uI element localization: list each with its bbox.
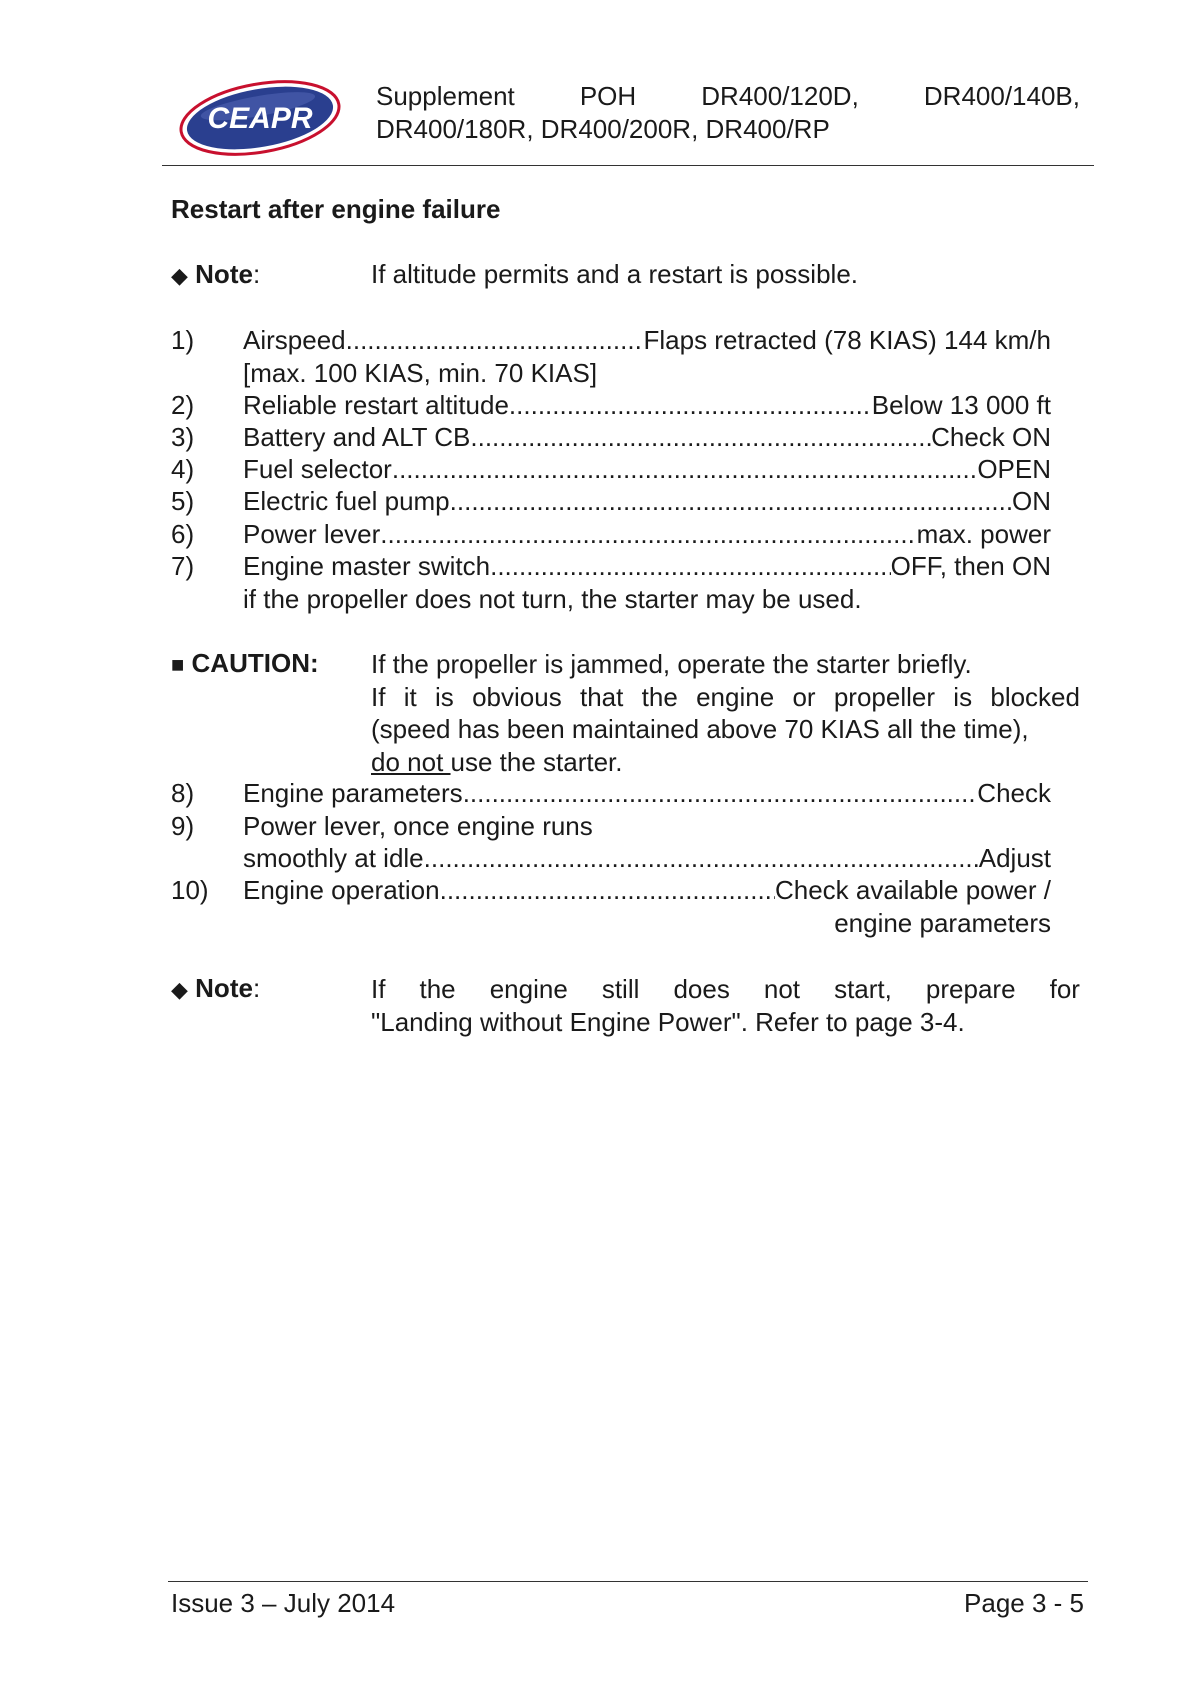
- header-divider: [162, 165, 1094, 166]
- note-label: Note: [195, 973, 253, 1003]
- note-2: ◆ Note:: [171, 973, 261, 1003]
- footer-divider: [168, 1581, 1088, 1582]
- section-title: Restart after engine failure: [171, 194, 501, 224]
- header-line-2: DR400/180R, DR400/200R, DR400/RP: [376, 114, 830, 144]
- note-2-text: If the engine still does not start, prepare for "Landing without Engine Power". Refer to page 3-4.: [371, 974, 1080, 1037]
- caution-label: CAUTION:: [191, 648, 319, 678]
- issue-date: Issue 3 – July 2014: [171, 1588, 396, 1618]
- note-1-text: If altitude permits and a restart is possible.: [371, 259, 859, 289]
- diamond-bullet-icon: ◆: [171, 977, 188, 1002]
- header-line-1: Supplement POH DR400/120D, DR400/140B,: [376, 81, 1080, 111]
- caution-block: [171, 648, 319, 679]
- square-bullet-icon: ■: [171, 652, 185, 677]
- checklist-step-1-detail: [max. 100 KIAS, min. 70 KIAS]: [243, 358, 598, 388]
- caution-text: If the propeller is jammed, operate the starter briefly. If it is obvious that the engine or propeller is blocked (speed has been maintained above 70 KIAS all the time), do not use the starter.: [371, 649, 1080, 777]
- document-header: [376, 80, 1080, 146]
- checklist-step-10-cont: engine parameters: [834, 908, 1051, 938]
- ceapr-logo: [176, 78, 344, 158]
- diamond-bullet-icon: ◆: [171, 263, 188, 288]
- checklist-step-7-detail: if the propeller does not turn, the starter may be used.: [243, 584, 862, 614]
- logo-text: CEAPR: [207, 102, 313, 135]
- do-not-emphasis: do not: [371, 746, 451, 777]
- note-1: ◆ Note:: [171, 259, 261, 289]
- page-number: Page 3 - 5: [964, 1588, 1084, 1618]
- note-label: Note: [195, 259, 253, 289]
